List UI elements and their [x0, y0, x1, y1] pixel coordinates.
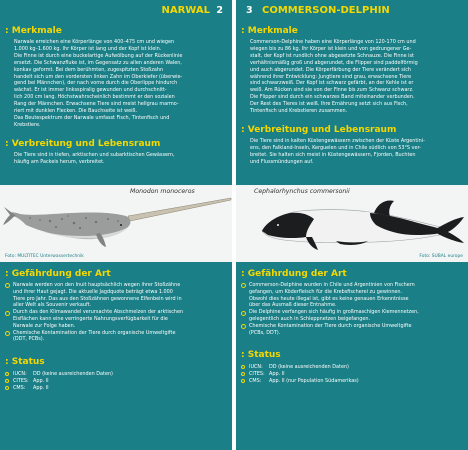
description-section [236, 21, 468, 185]
merkmale-text [14, 39, 228, 129]
text-line: Das Beutespektrum der Narwale umfasst Fisch, Tintenfisch und [14, 114, 170, 121]
text-line: wiegen bis zu 86 kg. Ihr Körper ist klein und von gedrungener Ge- [250, 45, 412, 52]
text-line: ersetzt. Die Schwanzfluke ist, im Gegensatz zu allen anderen Walen, [14, 59, 182, 66]
text-line: Die Tiere sind in tiefen, arktischen und subarktischen Gewässern, [14, 152, 175, 158]
text-line: und Flussmündungen auf. [250, 158, 314, 165]
dolphin-illustration [236, 185, 468, 262]
card-header [236, 0, 468, 21]
text-line: ens, den Falkland-Inseln, Kerguelen und in Chile südlich von 53°S ver- [250, 144, 421, 151]
species-illustration [236, 185, 468, 262]
text-line: Narwale erreichen eine Körperlänge von 400–475 cm und wiegen [14, 39, 175, 45]
photo-credit: Foto: MULTITEC Unterwassertechnik [5, 254, 84, 259]
status-heading: : Status [5, 357, 45, 367]
photo-credit: Foto: SUBAL europe [419, 254, 463, 259]
text-line: Tintenfisch und Krebstieren zusammen. [250, 108, 348, 115]
threat-item: Chemische Kontamination der Tiere durch organische Umweltgifte (PCBs, DDT). [240, 323, 464, 337]
description-section [0, 21, 232, 185]
status-row-cms: CMS: App. II [5, 385, 49, 392]
bullet-icon [241, 372, 245, 376]
threat-section [0, 262, 232, 450]
text-line: Commerson-Delphine haben eine Körperlänge von 120-170 cm und [250, 39, 416, 45]
species-illustration [0, 185, 232, 262]
bullet-icon [241, 365, 245, 369]
status-row-iucn: IUCN: DD (keine ausreichenden Daten) [5, 371, 113, 378]
verbreitung-text [250, 138, 464, 166]
narwhal-illustration [0, 185, 232, 262]
threat-list [4, 282, 228, 343]
text-line: handelt sich um den vordersten linken Zahn im Oberkiefer (überwie- [14, 73, 183, 80]
species-title: COMMERSON-DELPHIN [262, 5, 390, 16]
text-line: Die Tiere sind in kalten Küstengewässern zwischen der Küste Argentini- [250, 138, 425, 144]
text-line: wächst. Er ist immer linksspiralig gewunden und durchschnitt- [14, 87, 167, 94]
verbreitung-text [14, 152, 228, 166]
card-commerson-delphin [236, 0, 468, 450]
page-number: 2 [216, 5, 223, 16]
card-header [0, 0, 232, 21]
text-line: verhältnismäßig groß und abgerundet, die Flipper sind paddelförmig [250, 59, 418, 66]
threat-item: Commerson-Delphine wurden in Chile und Argentinien von Fischern gefangen, um Köderfleisch für die Krebsfischerei zu gewinnen. Obwohl dies heute illegal ist, gibt es keine genauen Erkenntnisse über das Ausmaß dieser Entnahme. [240, 282, 464, 309]
text-line: während ihrer Entwicklung: Jungtiere sind grau, erwachsene Tiere [250, 73, 412, 80]
bullet-icon [241, 379, 245, 383]
threat-list [240, 282, 464, 336]
text-line: 1.000 kg–1.600 kg. Ihr Körper ist lang und der Kopf ist klein. [14, 45, 162, 52]
text-line: häufig am Packeis herum, verbreitet. [14, 158, 105, 165]
gefaehrdung-heading: : Gefährdung der Art [241, 269, 347, 279]
status-row-cms: CMS: App. II (nur Population Südamerikas) [241, 378, 359, 385]
text-line: lich 200 cm lang. Höchstwahrscheinlich bestimmt er den sozialen [14, 94, 175, 101]
text-line: riert mit dunklen Flecken. Die Bauchseite ist weiß. [14, 108, 138, 115]
scientific-name: Cephalorhynchus commersonii [254, 188, 350, 195]
status-row-cites: CITES: App. II [241, 371, 285, 378]
merkmale-heading: : Merkmale [241, 26, 298, 36]
bullet-icon [5, 379, 9, 383]
merkmale-text [250, 39, 464, 115]
text-line: breitet. Sie halten sich meist in Küstengewässern, Fjorden, Buchten [250, 151, 416, 158]
status-heading: : Status [241, 350, 281, 360]
status-row-iucn: IUCN: DD (keine ausreichenden Daten) [241, 364, 349, 371]
text-line: und auch abgerundet. Die Körperfärbung der Tiere verändert sich [250, 66, 411, 73]
status-row-cites: CITES: App. II [5, 378, 49, 385]
text-line: gend bei Männchen), der nach vorne durch die Oberlippe hindurch [14, 80, 178, 87]
verbreitung-heading: : Verbreitung und Lebensraum [5, 139, 161, 149]
threat-item: Die Delphine verfangen sich häufig in großmaschigen Kiemennetzen, gelegentlich auch in Schleppnetzen beigefangen. [240, 309, 464, 323]
merkmale-heading: : Merkmale [5, 26, 62, 36]
scientific-name: Monodon monoceros [130, 188, 195, 195]
verbreitung-heading: : Verbreitung und Lebensraum [241, 125, 397, 135]
card-narwal [0, 0, 232, 450]
text-line: konkav geformt. Bei dem berühmten, zugespitzten Stoßzahn [14, 66, 164, 73]
bullet-icon [5, 372, 9, 376]
threat-section [236, 262, 468, 450]
bullet-icon [5, 386, 9, 390]
species-title: NARWAL [161, 5, 210, 16]
text-line: Die Finne ist durch eine buckelartige Aufwölbung auf der Rückenlinie [14, 52, 183, 59]
page-number: 3 [246, 5, 253, 16]
gefaehrdung-heading: : Gefährdung der Art [5, 269, 111, 279]
text-line: Rang der Männchen. Erwachsene Tiere sind meist hellgrau marmo- [14, 101, 179, 108]
text-line: Krebstiere. [14, 121, 41, 128]
text-line: stalt, der Kopf ist rundlich ohne abgesetzte Schnauze. Die Finne ist [250, 52, 414, 59]
threat-item: Chemische Kontamination der Tiere durch organische Umweltgifte (DDT, PCBs). [4, 330, 228, 344]
text-line: Die Flipper sind durch ein schwarzes Band miteinander verbunden. [250, 94, 415, 101]
threat-item: Durch das den Klimawandel verursachte Abschmelzen der arktischen Eisflächen kann eine verringerte Nahrungsverfügbarkeit für die Narwale zur Folge haben. [4, 309, 228, 329]
text-line: sind schwarzweiß. Der Kopf ist schwarz gefärbt, an der Kehle ist er [250, 80, 414, 87]
threat-item: Narwale werden von den Inuit hauptsächlich wegen ihrer Stoßzähne und ihrer Haut gejagt. Die aktuelle Jagdquote beträgt etwa 1.000 Tiere pro Jahr. Das aus den Stoßzähnen gewonnene Elfenbein wird in aller Welt als Souvenir verkauft. [4, 282, 228, 309]
text-line: weiß. Am Rücken sind sie von der Finne bis zum Schwanz schwarz. [250, 87, 414, 94]
text-line: Der Rest des Tieres ist weiß. Ihre Ernährung setzt sich aus Fisch, [250, 101, 408, 108]
